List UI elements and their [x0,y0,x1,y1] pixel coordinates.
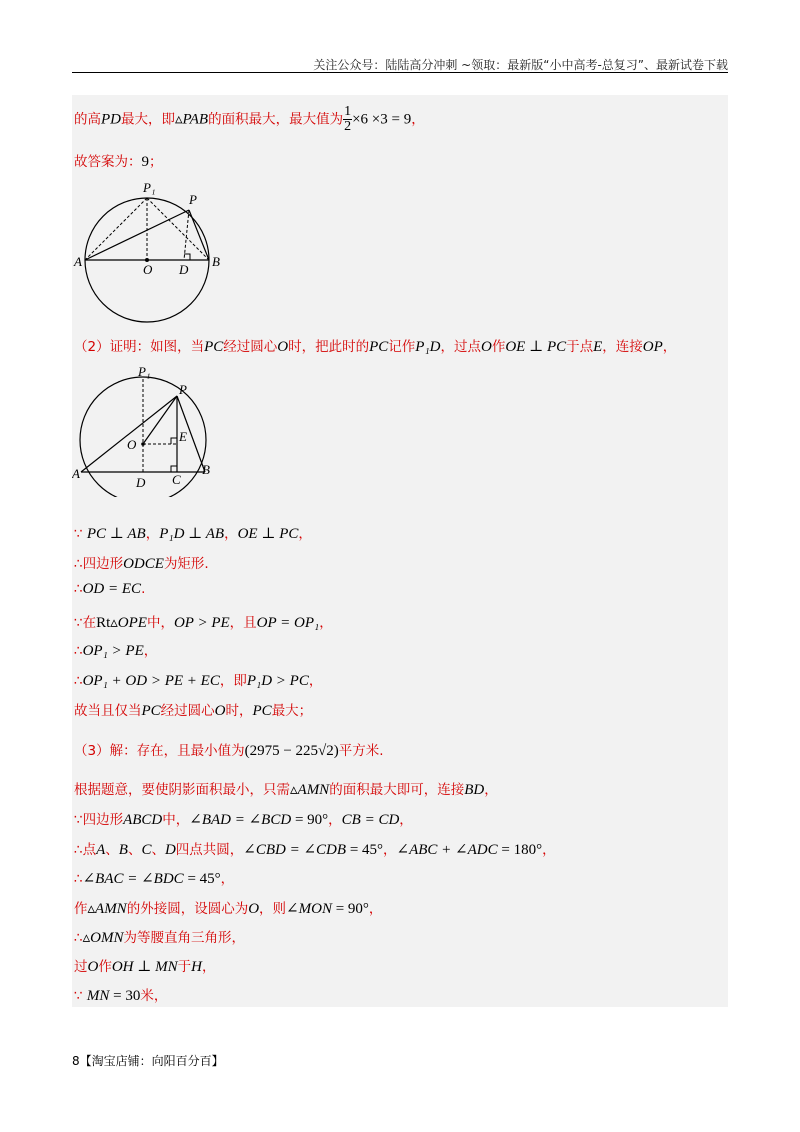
text-run: . [141,581,146,597]
math-run: ▵OMN [82,930,124,946]
math-run: = 90° [331,901,369,917]
math-run: (2975 − 225√2) [244,743,339,759]
text-run: ， [383,842,397,858]
math-run: = 90° [291,812,329,828]
math-run: Rt [96,615,111,631]
text-run: ， [224,526,238,542]
text-line [74,897,382,918]
math-run: PC [204,339,224,355]
math-run: PC [252,703,272,719]
math-run: PC [141,703,161,719]
text-line [74,611,333,632]
math-run: O [277,339,289,355]
geometry-figure-1 [72,179,232,341]
text-run: 作 [98,959,112,975]
math-run: H [191,959,202,975]
math-run: OE ⊥ PC [237,526,299,542]
math-run: D [164,842,176,858]
text-run: ∴ [74,643,83,659]
text-run: ， [328,812,342,828]
text-run: ， [201,959,216,975]
math-run: ▵AMN [290,782,330,798]
text-run: ，则 [259,901,287,917]
label-A: A [74,254,82,269]
text-line [74,552,209,573]
math-run: OD = EC [82,581,142,597]
text-run: ， [319,615,333,631]
header-divider [72,72,728,73]
text-run: ∵ [74,526,87,542]
math-run: B [118,842,128,858]
text-run: ，过点 [440,339,481,355]
text-line [74,984,167,1005]
text-line [74,699,312,720]
text-run: 根据题意，要使阴影面积最小，只需 [74,782,290,798]
math-run: ▵PAB [175,111,209,128]
text-run: ， [411,111,425,128]
math-run: PC [369,339,389,355]
text-run: ∴ [74,871,83,887]
page-footer: 8【淘宝店铺：向阳百分百】 [72,1054,224,1068]
text-run: 的外接圆，设圆心为 [126,901,249,917]
text-run: ； [149,154,163,170]
text-run: ， [220,871,235,887]
math-run: ∠CBD = ∠CDB [243,842,347,858]
text-run: ， [399,812,413,828]
text-run: ， [308,673,323,689]
math-run: 9 [141,154,149,170]
fraction: $\frac{1}{2}$ [344,104,352,134]
text-line [74,838,556,859]
text-line [74,778,498,799]
text-run: ， [368,901,383,917]
label-E: E [179,429,187,444]
math-run: A [96,842,106,858]
label-B: B [202,462,210,477]
text-run: 经过圆心 [160,703,215,719]
math-run: CB = CD [341,812,400,828]
text-run: ， [298,526,312,542]
math-run: MN [86,988,110,1004]
math-run: OP₁ > PE [82,643,144,659]
math-run: ▵OPE [110,615,147,631]
text-run: 为等腰直角三角形， [123,930,245,946]
text-run: ∵在 [74,615,97,631]
text-run: 四点共圆， [175,842,244,858]
math-run: P₁D [415,339,441,355]
math-run: ∠ABC + ∠ADC [396,842,498,858]
label-O: O [127,437,137,452]
math-run: ∠MON [286,901,332,917]
math-run: P₁D ⊥ AB [159,526,225,542]
text-run: 最大； [271,703,313,719]
text-run: 时， [225,703,253,719]
text-run: 故当且仅当 [74,703,142,719]
math-run: O [87,959,99,975]
math-run: OP₁ + OD > PE + EC [82,673,220,689]
text-run: ， [143,643,158,659]
math-run: OP > PE [173,615,230,631]
text-run: 时，把此时的 [288,339,370,355]
text-run: 的高 [74,111,101,128]
label-D: D [179,262,189,277]
text-run: 中， [162,812,190,828]
text-line [74,105,425,134]
math-run: ABCD [123,812,163,828]
text-run: ∴四边形 [74,556,124,572]
math-run: PC ⊥ AB [86,526,146,542]
text-run: 作 [491,339,506,355]
label-O: O [143,262,153,277]
text-line [74,739,384,760]
text-run: 于 [177,959,192,975]
text-line [74,639,157,660]
math-run: = 45° [346,842,384,858]
text-line [74,150,163,171]
math-run: ▵AMN [87,901,127,917]
text-run: 作 [74,901,88,917]
math-run: O [248,901,260,917]
math-run: ∠BAD = ∠BCD [189,812,292,828]
text-run: ∴ [74,581,83,597]
math-run: OE ⊥ PC [505,339,567,355]
label-P1: P₁ [143,180,156,195]
text-run: 、 [127,842,142,858]
text-line [74,867,234,888]
text-run: 的面积最大，最大值为 [208,111,344,128]
text-run: 中， [146,615,174,631]
math-run: = 180° [497,842,543,858]
label-B: B [212,254,220,269]
math-run: C [141,842,152,858]
label-P1: P₁ [138,367,151,379]
text-run: ∴ [74,930,83,946]
text-line [74,522,312,543]
geometry-figure-2 [72,367,232,497]
text-run: （3）解：存在，且最小值为 [74,743,245,759]
math-run: ∠BAC = ∠BDC [82,871,184,887]
math-run: = 30 [109,988,141,1004]
math-run: OH ⊥ MN [111,959,178,975]
text-run: ∵ [74,988,87,1004]
math-run: P₁D > PC [246,673,309,689]
page-header: 关注公众号：陆陆高分冲刺 ~领取：最新版“小中高考-总复习”、最新试卷下载 [313,58,728,72]
text-line [74,926,245,947]
text-run: ， [484,782,498,798]
text-run: ∵四边形 [74,812,124,828]
label-D: D [136,475,146,490]
label-P: P [189,192,197,207]
text-run: ， [662,339,677,355]
label-P: P [179,382,187,397]
math-run: OP [642,339,663,355]
math-run: O [481,339,492,355]
text-run: 过 [74,959,88,975]
text-line [74,808,413,829]
text-run: ∴点 [74,842,97,858]
math-run: BD [464,782,485,798]
math-run: O [214,703,226,719]
text-run: 平方米. [338,743,384,759]
text-run: ，连接 [602,339,643,355]
text-line [74,335,676,356]
text-line [74,581,145,598]
text-run: （2）证明：如图，当 [74,339,205,355]
text-run: 、 [151,842,165,858]
text-run: 最大，即 [121,111,175,128]
math-run: OP = OP₁ [256,615,320,631]
text-run: 经过圆心 [223,339,278,355]
text-run: 为矩形. [163,556,209,572]
text-run: ∴ [74,673,83,689]
text-run: 米， [140,988,168,1004]
math-run: ×6 ×3 = 9 [352,111,412,128]
text-line [74,955,215,976]
math-run: E [593,339,603,355]
text-run: ，且 [229,615,257,631]
math-run: ODCE [123,556,164,572]
text-run: ，即 [219,673,247,689]
label-C: C [172,472,181,487]
text-run: 于点 [566,339,594,355]
math-run: = 45° [183,871,221,887]
label-A: A [72,466,80,481]
math-run: PD [101,111,121,128]
text-run: 、 [105,842,119,858]
text-run: ， [145,526,160,542]
content-area [72,95,728,1007]
text-run: 的面积最大即可，连接 [329,782,465,798]
text-run: ， [542,842,556,858]
text-run: 记作 [388,339,416,355]
text-run: 故答案为： [74,154,142,170]
text-line [74,669,322,690]
